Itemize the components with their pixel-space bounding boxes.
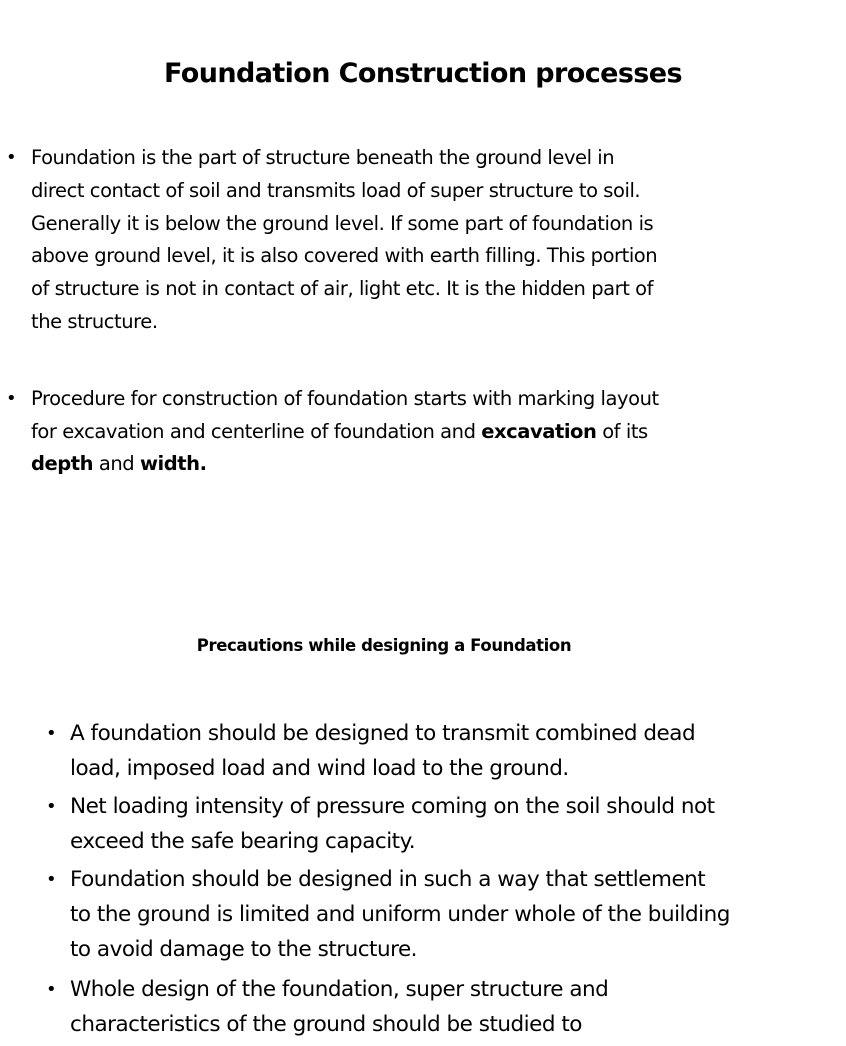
section-heading: Precautions while designing a Foundation [196,636,572,655]
bullet-icon: • [6,387,17,409]
intro-list [0,142,768,481]
list-item [0,863,730,967]
precaution-text: Foundation should be designed in such a way that settlement to the ground is limited and uniform under whole of the building to avoid damage to the structure. [70,867,730,962]
precaution-text: A foundation should be designed to transmit combined dead load, imposed load and wind load to the ground. [70,721,696,781]
intro-text-2b: of its [596,419,648,443]
precaution-text: Net loading intensity of pressure coming on the soil should not exceed the safe bearing capacity. [70,794,715,854]
keyword-excavation: excavation [481,419,597,443]
bullet-icon: • [6,147,17,168]
keyword-depth: depth [31,452,94,476]
bullet-icon: • [46,796,57,818]
bullet-icon: • [46,723,57,744]
precaution-text: Whole design of the foundation, super structure and characteristics of the ground should be studied to [70,977,609,1037]
keyword-width: width. [139,452,207,476]
list-item [0,717,730,786]
bullet-icon: • [46,979,57,1001]
list-item [0,973,730,1042]
bullet-icon: • [46,869,57,891]
intro-text-1: Foundation is the part of structure beneath the ground level in direct contact of soil and transmits load of super structure to soil. Generally it is below the ground level. If some part of foundation is above ground level, it is also covered with earth filling. This portion of structure is not in contact of air, light etc. It is the hidden part of the structure. [31,146,658,333]
intro-paragraph-2 [0,383,671,481]
intro-text-2c: and [93,452,140,476]
intro-text-2a: Procedure for construction of foundation starts with marking layout for excavation and centerline of foundation and [31,386,659,443]
page-title: Foundation Construction processes [164,58,682,89]
list-item [0,790,730,859]
precaution-list [0,717,768,1046]
intro-paragraph-1 [0,142,671,339]
